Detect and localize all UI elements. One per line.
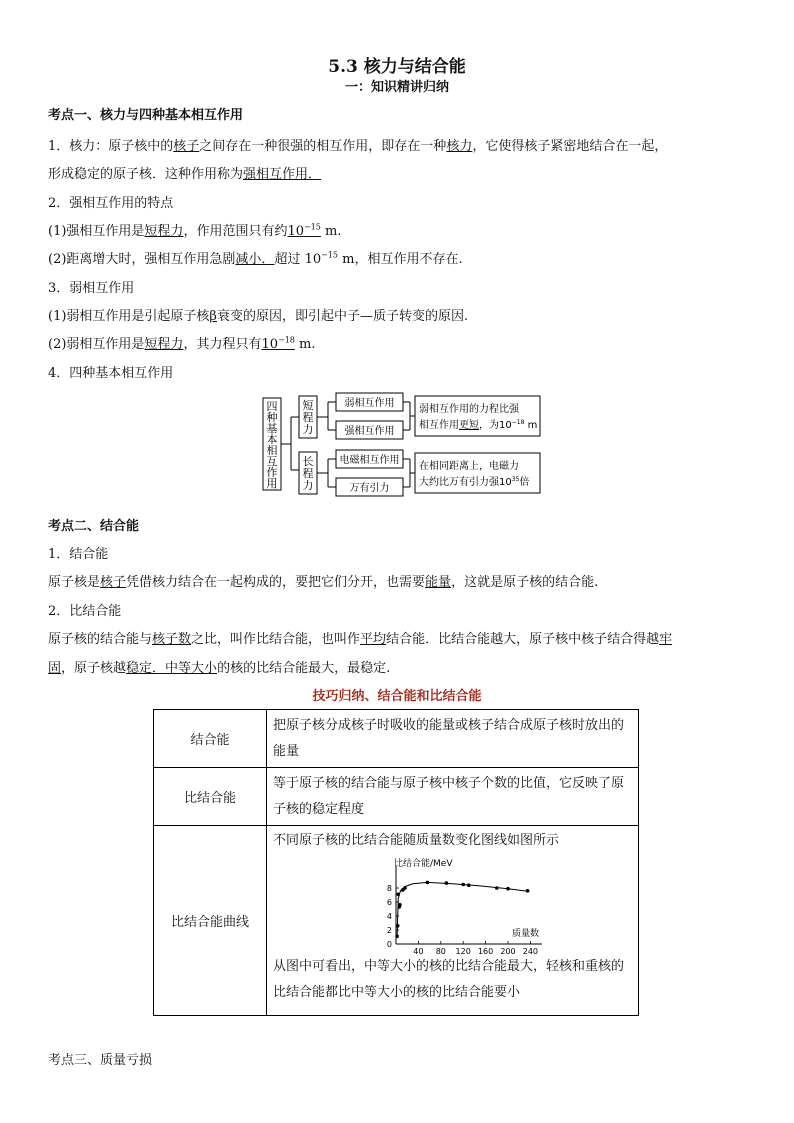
note2-line2: 大约比万有引力强$10^{35}$倍 <box>419 476 530 488</box>
grav-label: 万有引力 <box>349 483 390 494</box>
weak-label: 弱相互作用 <box>344 398 395 409</box>
x-tick-label: 40 <box>413 947 424 954</box>
curve-outro: 从图中可看出，中等大小的核的比结合能最大，轻核和重核的比结合能都比中等大小的核的比结合能要小 <box>273 959 625 1000</box>
s1-item-4: 4．四种基本相互作用 <box>48 366 174 381</box>
y-axis-label: 比结合能/MeV <box>394 859 453 869</box>
x-axis-label: 质量数 <box>512 929 540 939</box>
data-point <box>403 886 407 890</box>
row-value: 等于原子核的结合能与原子核中核子个数的比值，它反映了原子核的稳定程度 <box>267 768 639 826</box>
s1-item-3: 3．弱相互作用 <box>48 281 135 296</box>
note1-line2: 相互作用更短，为$10^{-18}$ m <box>419 419 538 431</box>
y-tick-label: 0 <box>386 940 392 949</box>
x-tick-label: 80 <box>435 947 446 954</box>
fit-curve <box>397 882 529 936</box>
y-tick-label: 2 <box>386 926 392 935</box>
s2-item-1: 1．结合能 <box>48 547 109 562</box>
s2-item-2: 2．比结合能 <box>48 604 122 619</box>
data-point <box>495 886 499 890</box>
note2-line1: 在相同距离上，电磁力 <box>419 461 519 472</box>
binding-energy-chart <box>368 854 548 954</box>
row-value <box>267 826 639 1016</box>
data-point <box>426 881 430 885</box>
curve-intro: 不同原子核的比结合能随质量数变化图线如图所示 <box>273 833 560 848</box>
row-value: 把原子核分成核子时吸收的能量或核子结合成原子核时放出的能量 <box>267 710 639 768</box>
s2-item-2-text-line2: 固，原子核越稳定．中等大小的核的比结合能最大，最稳定. <box>48 661 391 676</box>
section3-heading: 考点三、质量亏损 <box>48 1053 153 1068</box>
short-range-label: 短程力 <box>302 399 314 436</box>
table-row <box>154 826 639 1016</box>
x-tick-label: 200 <box>500 947 516 954</box>
s2-item-1-text: 原子核是核子凭借核力结合在一起构成的，要把它们分开，也需要能量，这就是原子核的结合能. <box>48 575 599 590</box>
data-point <box>396 893 400 897</box>
data-point <box>445 881 449 885</box>
s1-item-3-1: (1)弱相互作用是引起原子核β衰变的原因，即引起中子—质子转变的原因. <box>48 309 469 324</box>
data-point <box>506 887 510 891</box>
tips-table <box>153 709 639 1016</box>
interactions-diagram <box>258 390 548 498</box>
s1-paragraph-1: 1．核力：原子核中的核子之间存在一种很强的相互作用，即存在一种核力，它使得核子紧密地结合在一起， <box>48 139 668 154</box>
row-key: 比结合能 <box>154 768 267 826</box>
data-point <box>396 924 400 928</box>
s1-item-3-2: (2)弱相互作用是短程力，其力程只有$10^{-18}$ m. <box>48 335 316 352</box>
y-tick-label: 4 <box>386 912 392 921</box>
s2-item-2-text: 原子核的结合能与核子数之比，叫作比结合能，也叫作平均结合能．比结合能越大，原子核中核子结合得越牢 <box>48 632 673 647</box>
data-point <box>467 883 471 887</box>
section2-heading: 考点二、结合能 <box>48 519 140 534</box>
em-label: 电磁相互作用 <box>339 455 400 466</box>
strong-label: 强相互作用 <box>344 426 395 437</box>
s1-item-2-2: (2)距离增大时，强相互作用急剧减小．超过 $10^{-15}$ m，相互作用不存在. <box>48 250 463 267</box>
x-tick-label: 160 <box>477 947 494 954</box>
data-point <box>461 883 465 887</box>
table-row <box>154 768 639 826</box>
page-title: 5.3 核力与结合能 <box>328 57 466 77</box>
page-subtitle: 一：知识精讲归纳 <box>344 80 449 95</box>
section1-heading: 考点一、核力与四种基本相互作用 <box>48 108 244 123</box>
data-point <box>395 935 399 939</box>
tips-title: 技巧归纳、结合能和比结合能 <box>312 689 482 704</box>
s1-item-2: 2．强相互作用的特点 <box>48 196 174 211</box>
root-label: 四种基本相互作用 <box>266 400 278 490</box>
y-tick-label: 8 <box>386 884 392 893</box>
row-key: 结合能 <box>154 710 267 768</box>
row-key: 比结合能曲线 <box>154 826 267 1016</box>
s1-item-2-1: (1)强相互作用是短程力，作用范围只有约$10^{-15}$ m. <box>48 222 342 239</box>
y-tick-label: 6 <box>386 898 392 907</box>
x-tick-label: 240 <box>522 947 539 954</box>
note1-line1: 弱相互作用的力程比强 <box>419 404 519 415</box>
long-range-label: 长程力 <box>302 455 314 492</box>
table-row <box>154 710 639 768</box>
data-point <box>398 903 402 907</box>
x-tick-label: 120 <box>455 947 471 954</box>
data-point <box>526 889 530 893</box>
s1-paragraph-1-line2: 形成稳定的原子核．这种作用称为强相互作用． <box>48 167 322 182</box>
